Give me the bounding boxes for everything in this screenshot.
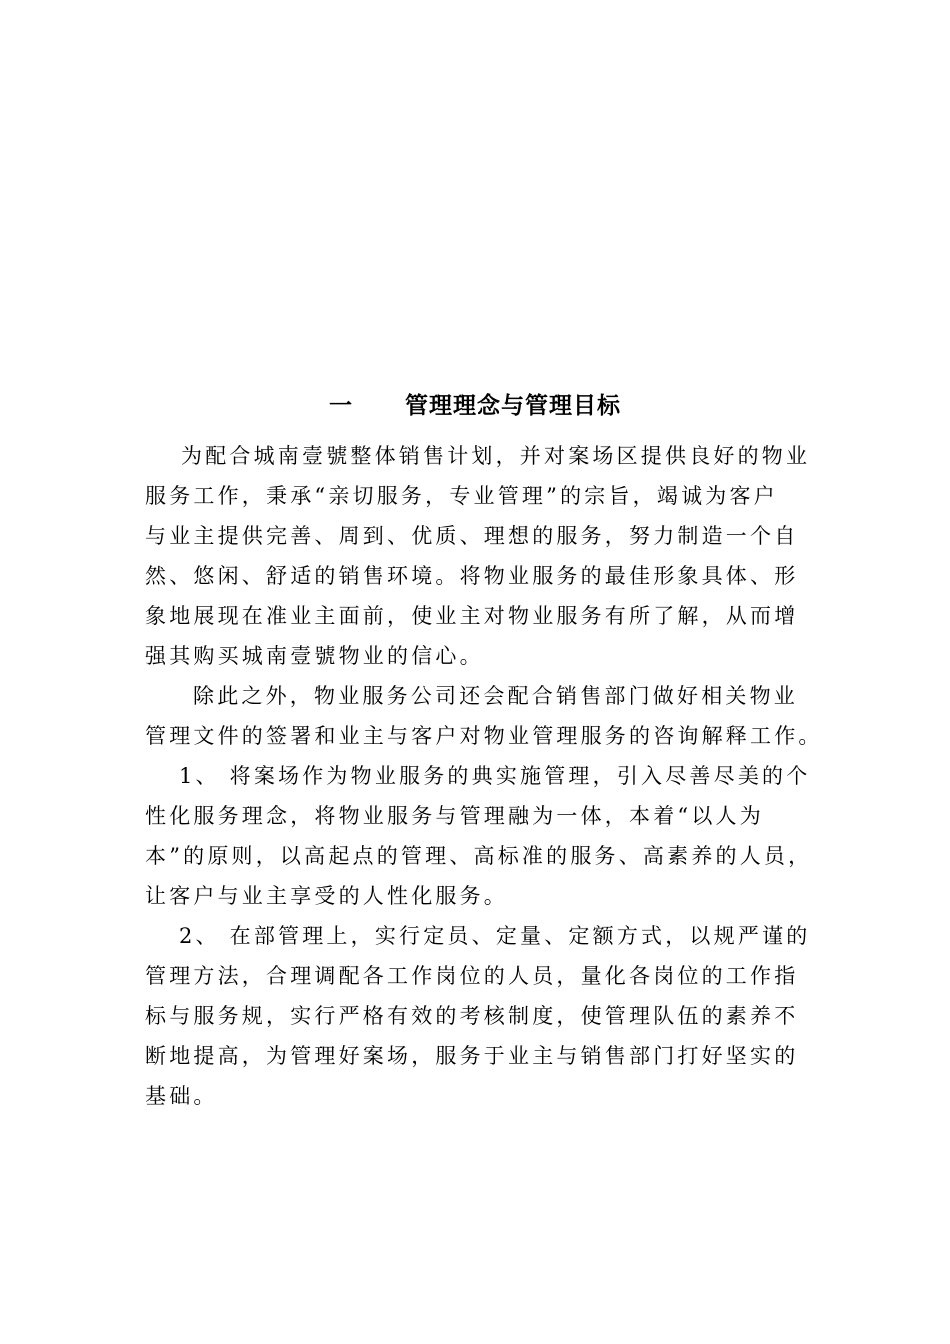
section-number: 一: [329, 393, 353, 419]
paragraph-1-line-1: 为配合城南壹號整体销售计划，并对案场区提供良好的物业: [181, 444, 811, 468]
list-item-1-line-3: 本”的原则，以高起点的管理、高标准的服务、高素养的人员，: [145, 844, 813, 868]
list-item-2-line-1: 2、 在部管理上，实行定员、定量、定额方式，以规严谨的: [179, 924, 811, 948]
paragraph-1-line-6: 强其购买城南壹號物业的信心。: [145, 644, 484, 668]
section-title: 管理理念与管理目标: [405, 393, 621, 419]
paragraph-2-line-1: 除此之外，物业服务公司还会配合销售部门做好相关物业: [193, 684, 798, 708]
paragraph-1-line-5: 象地展现在准业主面前，使业主对物业服务有所了解，从而增: [145, 604, 799, 628]
paragraph-1-line-4: 然、悠闲、舒适的销售环境。将物业服务的最佳形象具体、形: [145, 564, 799, 588]
list-item-1-line-4: 让客户与业主享受的人性化服务。: [145, 884, 508, 908]
list-item-2-line-4: 断地提高，为管理好案场，服务于业主与销售部门打好坚实的: [145, 1044, 799, 1068]
list-item-2-line-2: 管理方法，合理调配各工作岗位的人员，量化各岗位的工作指: [145, 964, 799, 988]
section-heading: [0, 386, 950, 426]
paragraph-1-line-3: 与业主提供完善、周到、优质、理想的服务，努力制造一个自: [145, 524, 799, 548]
paragraph-1-line-2: 服务工作，秉承“亲切服务，专业管理”的宗旨，竭诚为客户: [145, 484, 778, 508]
paragraph-2-line-2: 管理文件的签署和业主与客户对物业管理服务的咨询解释工作。: [145, 724, 823, 748]
list-item-2-line-5: 基础。: [145, 1084, 218, 1108]
list-item-1-line-2: 性化服务理念，将物业服务与管理融为一体，本着“以人为: [145, 804, 764, 828]
list-item-1-line-1: 1、 将案场作为物业服务的典实施管理，引入尽善尽美的个: [179, 764, 811, 788]
list-item-2-line-3: 标与服务规，实行严格有效的考核制度，使管理队伍的素养不: [145, 1004, 799, 1028]
